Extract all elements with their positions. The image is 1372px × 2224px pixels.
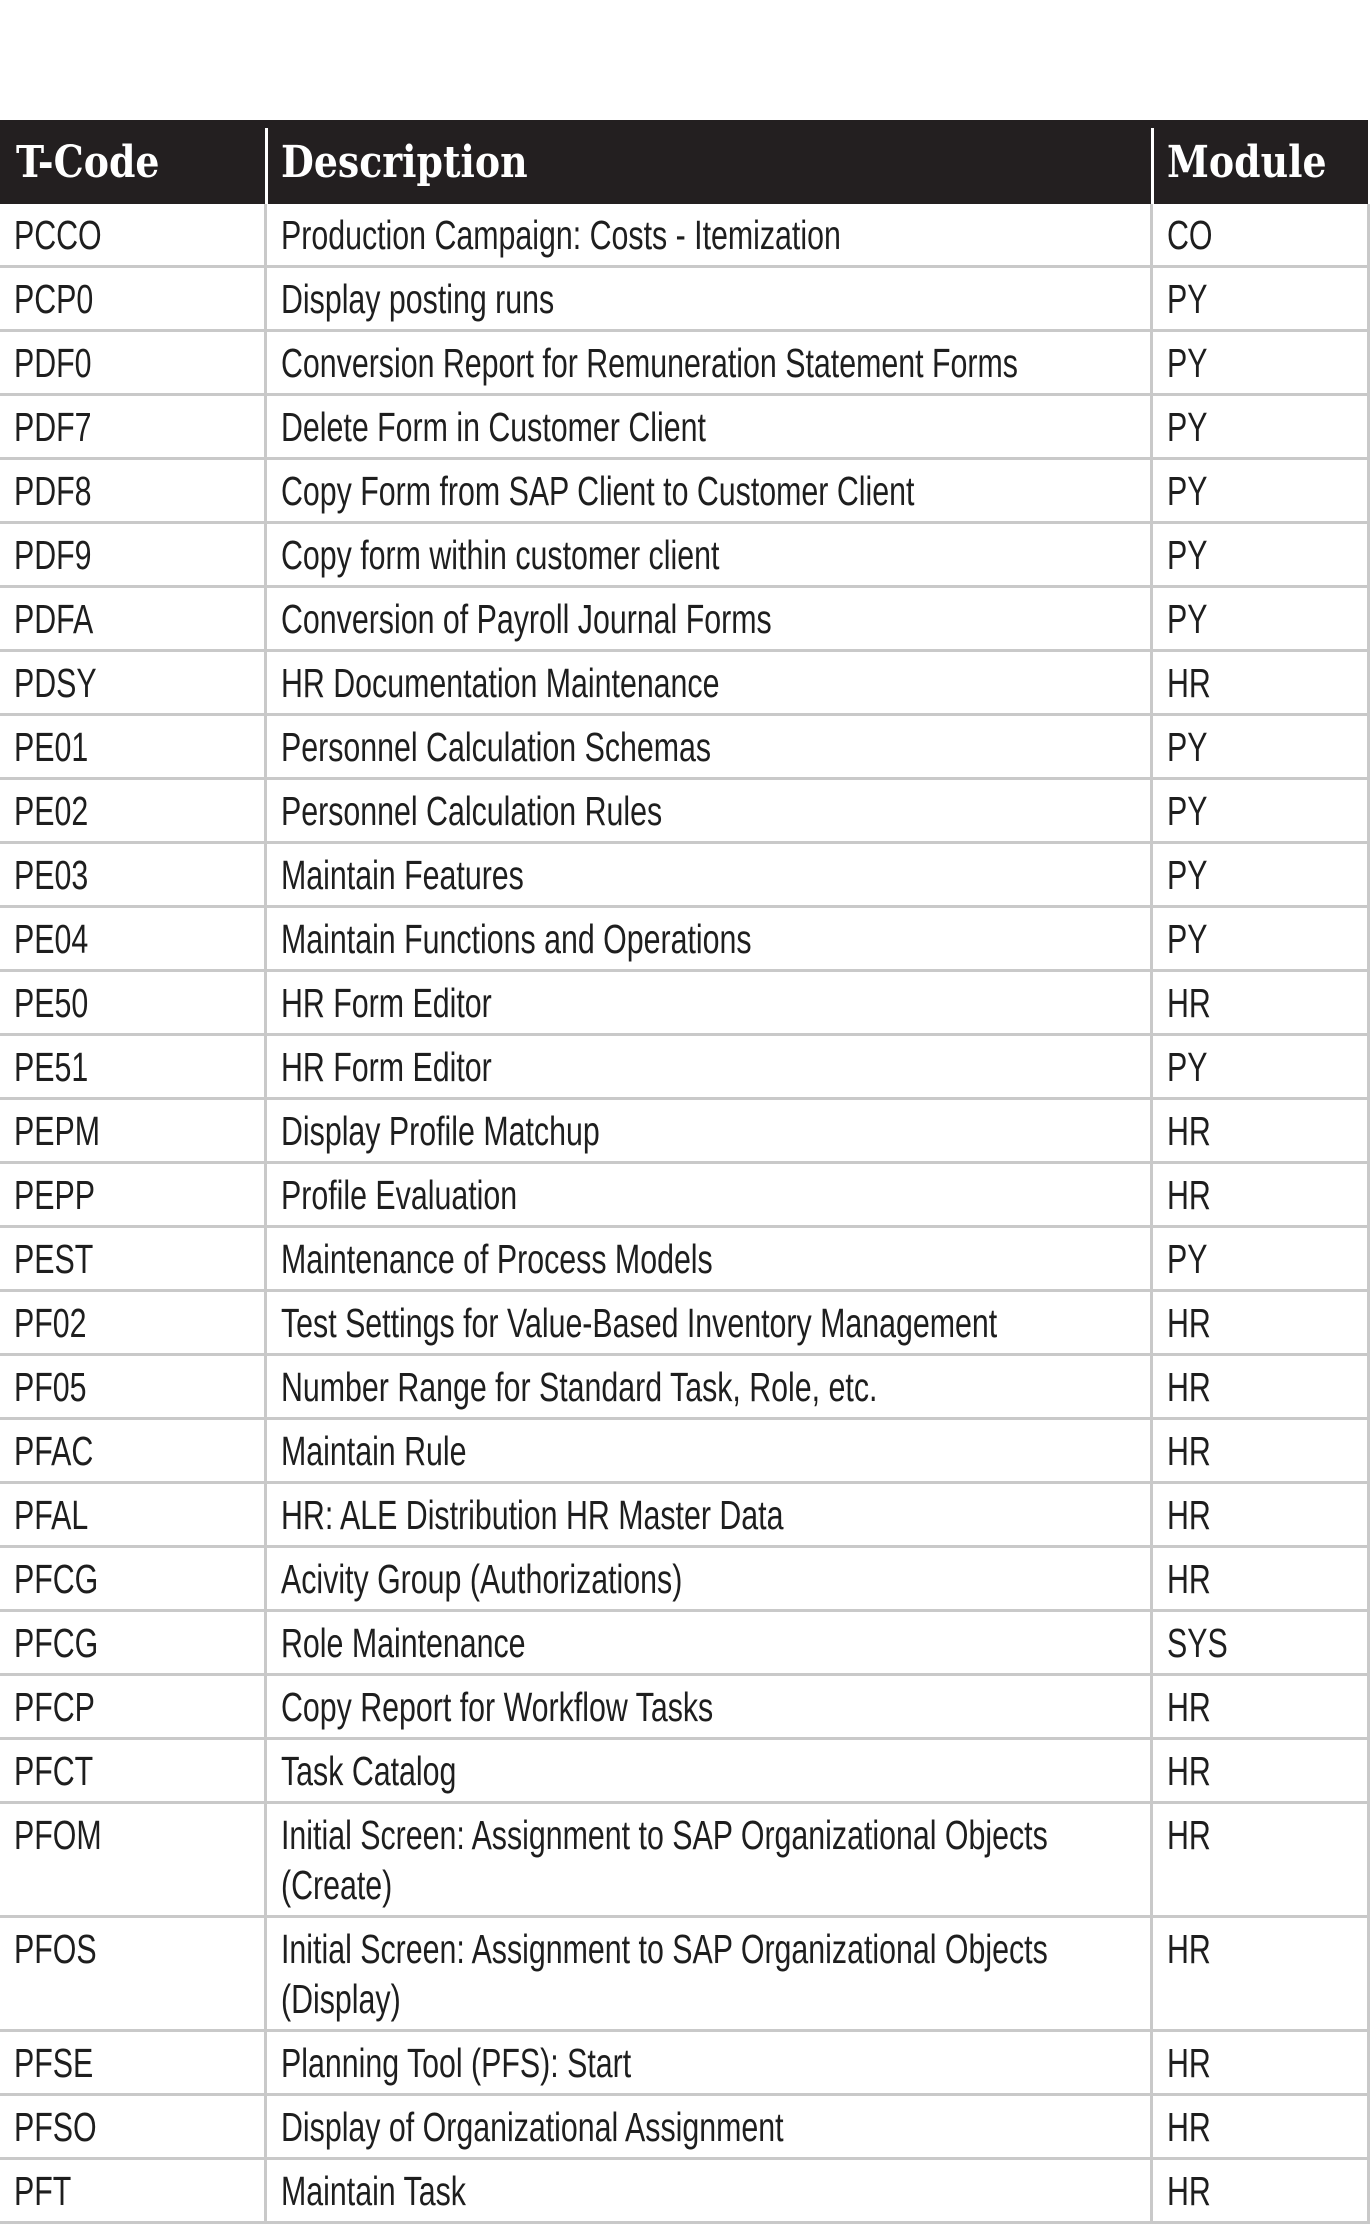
tcode-cell-text: PFAL (14, 1492, 89, 1538)
table-row (0, 1099, 1368, 1163)
description-cell-text: Number Range for Standard Task, Role, etc. (280, 1364, 877, 1410)
module-cell-text: PY (1166, 340, 1207, 386)
module-cell-text: PY (1166, 596, 1207, 642)
tcode-cell-text: PFSE (14, 2040, 94, 2086)
module-cell (1151, 907, 1368, 971)
table-row (0, 523, 1368, 587)
module-cell-text: CO (1166, 212, 1213, 258)
description-cell-text: HR Documentation Maintenance (280, 660, 719, 706)
description-cell-text: Role Maintenance (280, 1620, 526, 1666)
header-row (0, 120, 1368, 204)
tcode-cell (0, 2095, 265, 2159)
module-cell (1151, 459, 1368, 523)
tcode-cell-text: PF02 (14, 1300, 87, 1346)
tcode-cell (0, 523, 265, 587)
tcode-cell-text: PFSO (14, 2104, 97, 2150)
description-cell (265, 204, 1151, 267)
module-cell (1151, 715, 1368, 779)
table-row (0, 204, 1368, 267)
module-cell (1151, 1547, 1368, 1611)
description-cell-text: Copy Report for Workflow Tasks (280, 1684, 713, 1730)
table-row (0, 779, 1368, 843)
tcode-cell-text: PDF0 (14, 340, 92, 386)
description-cell-text: Maintain Rule (280, 1428, 467, 1474)
tcode-cell-text: PFAC (14, 1428, 94, 1474)
tcode-cell-text: PFT (14, 2168, 72, 2214)
tcode-cell-text: PE04 (14, 916, 89, 962)
module-cell-text: PY (1166, 852, 1207, 898)
description-cell-text: Task Catalog (280, 1748, 456, 1794)
description-cell (265, 1483, 1151, 1547)
module-cell-text: HR (1166, 1684, 1211, 1730)
description-cell (265, 1547, 1151, 1611)
module-cell-text: HR (1166, 1300, 1211, 1346)
tcode-cell-text: PFOM (14, 1812, 102, 1858)
description-cell (265, 715, 1151, 779)
description-cell (265, 395, 1151, 459)
tcode-cell (0, 1227, 265, 1291)
module-cell (1151, 204, 1368, 267)
tcode-cell (0, 1675, 265, 1739)
table-row (0, 1917, 1368, 2031)
description-cell (265, 1611, 1151, 1675)
description-cell (265, 459, 1151, 523)
header-module: Module (1151, 120, 1368, 204)
module-cell (1151, 1355, 1368, 1419)
module-cell (1151, 395, 1368, 459)
module-cell-text: HR (1166, 1108, 1211, 1154)
module-cell-text: HR (1166, 1556, 1211, 1602)
description-cell (265, 1099, 1151, 1163)
module-cell-text: PY (1166, 468, 1207, 514)
module-cell-text: HR (1166, 1926, 1211, 1972)
description-cell-text: Maintain Functions and Operations (280, 916, 752, 962)
module-cell-text: HR (1166, 2040, 1211, 2086)
tcode-cell (0, 267, 265, 331)
table-row (0, 1355, 1368, 1419)
table-row (0, 1483, 1368, 1547)
table-row (0, 651, 1368, 715)
description-cell-text: Maintenance of Process Models (280, 1236, 713, 1282)
module-cell-text: HR (1166, 1812, 1211, 1858)
tcode-cell (0, 1163, 265, 1227)
table-row (0, 587, 1368, 651)
description-cell-text: Display posting runs (280, 276, 554, 322)
description-cell-text: Maintain Task (280, 2168, 466, 2214)
module-cell-text: SYS (1166, 1620, 1228, 1666)
description-cell-text: Display Profile Matchup (280, 1108, 600, 1154)
description-cell-text: Initial Screen: Assignment to SAP Organizational Objects (Create) (280, 1812, 1048, 1908)
description-cell (265, 1739, 1151, 1803)
description-cell (265, 1419, 1151, 1483)
tcode-cell (0, 1291, 265, 1355)
tcode-cell (0, 715, 265, 779)
module-cell-text: PY (1166, 532, 1207, 578)
description-cell (265, 267, 1151, 331)
table-row (0, 1547, 1368, 1611)
module-cell-text: HR (1166, 1492, 1211, 1538)
header-description: Description (265, 120, 1151, 204)
description-cell-text: Profile Evaluation (280, 1172, 517, 1218)
tcode-cell-text: PFCP (14, 1684, 95, 1730)
module-cell-text: HR (1166, 1364, 1211, 1410)
tcode-cell (0, 907, 265, 971)
module-cell (1151, 523, 1368, 587)
tcode-cell-text: PE03 (14, 852, 89, 898)
table-row (0, 2031, 1368, 2095)
table-row (0, 2159, 1368, 2223)
tcode-cell-text: PE50 (14, 980, 89, 1026)
description-cell-text: Personnel Calculation Schemas (280, 724, 711, 770)
tcode-cell-text: PDF8 (14, 468, 92, 514)
table-row (0, 1291, 1368, 1355)
description-cell (265, 331, 1151, 395)
module-cell (1151, 1099, 1368, 1163)
tcode-cell-text: PFOS (14, 1926, 97, 1972)
description-cell (265, 1355, 1151, 1419)
table-row (0, 971, 1368, 1035)
module-cell-text: PY (1166, 276, 1207, 322)
tcode-cell (0, 1419, 265, 1483)
module-cell-text: HR (1166, 980, 1211, 1026)
table-row (0, 1611, 1368, 1675)
module-cell-text: HR (1166, 2104, 1211, 2150)
table-row (0, 715, 1368, 779)
tcode-cell (0, 1547, 265, 1611)
tcode-cell-text: PEST (14, 1236, 94, 1282)
description-cell (265, 1291, 1151, 1355)
description-cell-text: Maintain Features (280, 852, 524, 898)
module-cell (1151, 1739, 1368, 1803)
description-cell-text: Personnel Calculation Rules (280, 788, 662, 834)
description-cell-text: Acivity Group (Authorizations) (280, 1556, 682, 1602)
module-cell (1151, 651, 1368, 715)
description-cell-text: Conversion of Payroll Journal Forms (280, 596, 772, 642)
module-cell (1151, 1419, 1368, 1483)
module-cell (1151, 1227, 1368, 1291)
module-cell (1151, 779, 1368, 843)
module-cell-text: HR (1166, 1748, 1211, 1794)
description-cell (265, 587, 1151, 651)
module-cell-text: HR (1166, 2168, 1211, 2214)
description-cell (265, 1163, 1151, 1227)
table-row (0, 331, 1368, 395)
tcode-cell-text: PCP0 (14, 276, 94, 322)
module-cell (1151, 1163, 1368, 1227)
description-cell (265, 1917, 1151, 2031)
table-row (0, 395, 1368, 459)
description-cell (265, 2031, 1151, 2095)
module-cell (1151, 1483, 1368, 1547)
tcode-cell (0, 1099, 265, 1163)
description-cell (265, 1035, 1151, 1099)
tcode-cell (0, 587, 265, 651)
tcode-cell-text: PFCG (14, 1620, 99, 1666)
tcode-cell (0, 331, 265, 395)
module-cell-text: PY (1166, 404, 1207, 450)
table-row (0, 459, 1368, 523)
tcode-cell (0, 2159, 265, 2223)
module-cell (1151, 2031, 1368, 2095)
description-cell (265, 971, 1151, 1035)
module-cell-text: PY (1166, 1044, 1207, 1090)
description-cell-text: Conversion Report for Remuneration Statement Forms (280, 340, 1018, 386)
tcode-cell (0, 1483, 265, 1547)
description-cell-text: Copy Form from SAP Client to Customer Client (280, 468, 914, 514)
tcode-cell-text: PDFA (14, 596, 94, 642)
description-cell (265, 907, 1151, 971)
module-cell-text: HR (1166, 660, 1211, 706)
module-cell (1151, 2095, 1368, 2159)
module-cell-text: PY (1166, 724, 1207, 770)
tcode-cell (0, 971, 265, 1035)
description-cell-text: Copy form within customer client (280, 532, 719, 578)
tcode-cell (0, 204, 265, 267)
tcode-cell-text: PF05 (14, 1364, 87, 1410)
tcode-cell (0, 779, 265, 843)
description-cell (265, 523, 1151, 587)
description-cell (265, 2095, 1151, 2159)
module-cell (1151, 1611, 1368, 1675)
table-row (0, 1675, 1368, 1739)
description-cell (265, 651, 1151, 715)
tcode-cell (0, 1035, 265, 1099)
tcode-cell-text: PFCG (14, 1556, 99, 1602)
description-cell-text: HR Form Editor (280, 980, 492, 1026)
tcode-cell-text: PCCO (14, 212, 102, 258)
table-row (0, 1227, 1368, 1291)
description-cell-text: HR: ALE Distribution HR Master Data (280, 1492, 783, 1538)
tcode-cell (0, 459, 265, 523)
description-cell-text: HR Form Editor (280, 1044, 492, 1090)
tcode-cell (0, 395, 265, 459)
tcode-cell-text: PEPM (14, 1108, 100, 1154)
module-cell-text: HR (1166, 1172, 1211, 1218)
tcode-cell (0, 2031, 265, 2095)
tcode-cell (0, 1355, 265, 1419)
description-cell (265, 779, 1151, 843)
tcode-cell-text: PE02 (14, 788, 89, 834)
module-cell-text: HR (1166, 1428, 1211, 1474)
description-cell-text: Delete Form in Customer Client (280, 404, 706, 450)
module-cell-text: PY (1166, 916, 1207, 962)
table-row (0, 907, 1368, 971)
tcode-cell (0, 1739, 265, 1803)
module-cell (1151, 1917, 1368, 2031)
module-cell (1151, 2159, 1368, 2223)
tcode-cell-text: PE01 (14, 724, 89, 770)
description-cell (265, 1803, 1151, 1917)
table-row (0, 1803, 1368, 1917)
description-cell (265, 1227, 1151, 1291)
module-cell (1151, 587, 1368, 651)
table-row (0, 2095, 1368, 2159)
header-tcode: T-Code (0, 120, 265, 204)
description-cell (265, 2159, 1151, 2223)
tcode-cell (0, 651, 265, 715)
module-cell (1151, 1675, 1368, 1739)
tcode-cell (0, 1917, 265, 2031)
description-cell (265, 843, 1151, 907)
description-cell-text: Test Settings for Value-Based Inventory Management (280, 1300, 997, 1346)
module-cell (1151, 971, 1368, 1035)
module-cell-text: PY (1166, 1236, 1207, 1282)
module-cell (1151, 1803, 1368, 1917)
description-cell-text: Initial Screen: Assignment to SAP Organizational Objects (Display) (280, 1926, 1048, 2022)
table-row (0, 843, 1368, 907)
table-row (0, 1035, 1368, 1099)
tcode-cell-text: PDSY (14, 660, 97, 706)
module-cell (1151, 1291, 1368, 1355)
description-cell (265, 1675, 1151, 1739)
tcode-cell (0, 843, 265, 907)
description-cell-text: Production Campaign: Costs - Itemization (280, 212, 841, 258)
table-row (0, 267, 1368, 331)
table-row (0, 1739, 1368, 1803)
tcode-cell-text: PEPP (14, 1172, 95, 1218)
tcode-cell (0, 1803, 265, 1917)
tcode-cell-text: PDF7 (14, 404, 92, 450)
tcode-table (0, 120, 1370, 2224)
description-cell-text: Planning Tool (PFS): Start (280, 2040, 631, 2086)
description-cell-text: Display of Organizational Assignment (280, 2104, 784, 2150)
module-cell-text: PY (1166, 788, 1207, 834)
module-cell (1151, 331, 1368, 395)
tcode-cell-text: PE51 (14, 1044, 89, 1090)
tcode-cell-text: PDF9 (14, 532, 92, 578)
module-cell (1151, 843, 1368, 907)
tcode-cell-text: PFCT (14, 1748, 94, 1794)
table-row (0, 1419, 1368, 1483)
table-row (0, 1163, 1368, 1227)
module-cell (1151, 1035, 1368, 1099)
tcode-cell (0, 1611, 265, 1675)
module-cell (1151, 267, 1368, 331)
